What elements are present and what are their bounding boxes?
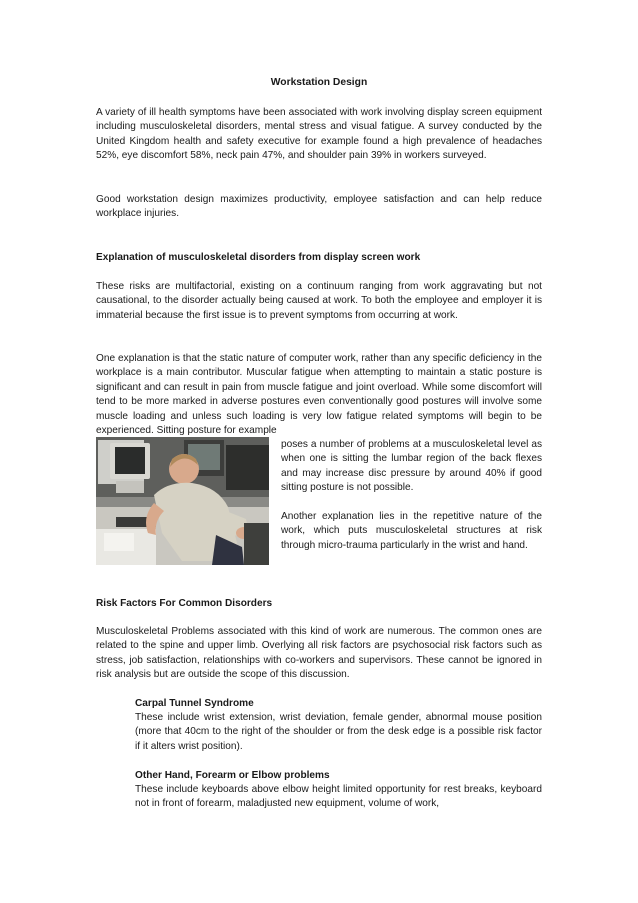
page-title: Workstation Design xyxy=(270,77,368,88)
office-worker-back-pain-photo xyxy=(96,437,269,565)
subheading-hand-forearm-elbow: Other Hand, Forearm or Elbow problems xyxy=(135,770,330,781)
msd-paragraph-2-continued: poses a number of problems at a musculoskeletal level as when one is sitting the lumbar region of the back flexes and may increase disc pressure by around 40% if good sitting posture is not possible. xyxy=(281,439,542,494)
risk-factors-paragraph: Musculoskeletal Problems associated with this kind of work are numerous. The common ones are related to the spine and upper limb. Overlying all risk factors are psychosocial risk factors such as stress, job satisfaction, relationships with co-workers and supervisors. These cannot be ignored in risk analysis but are outside the scope of this discussion. xyxy=(96,626,542,681)
section-heading-risk-factors: Risk Factors For Common Disorders xyxy=(96,598,273,609)
msd-paragraph-1: These risks are multifactorial, existing on a continuum ranging from work aggravating but not causational, to the disorder actually being caused at work. To both the employee and employer it is immaterial because the first issue is to prevent symptoms from occurring at work. xyxy=(96,281,542,321)
msd-paragraph-2: One explanation is that the static nature of computer work, rather than any specific deficiency in the workplace is a main contributor. Muscular fatigue when attempting to maintain a static posture is significant and can result in pain from muscle fatigue and joint overload. While some discomfort will tend to be more marked in adverse postures even conventionally good postures will involve some muscle loading and unless such loading is very low fatigue related symptoms will begin to be experienced. Sitting posture for example xyxy=(96,353,542,437)
carpal-tunnel-text: These include wrist extension, wrist deviation, female gender, abnormal mouse position (more that 40cm to the right of the shoulder or from the desk edge is a possible risk factor if it alters wrist position). xyxy=(135,712,542,752)
section-heading-msd: Explanation of musculoskeletal disorders from display screen work xyxy=(96,252,421,263)
msd-paragraph-3: Another explanation lies in the repetitive nature of the work, which puts musculoskeletal structures at risk through micro-trauma particularly in the wrist and hand. xyxy=(281,511,542,551)
intro-paragraph-2: Good workstation design maximizes productivity, employee satisfaction and can help reduce workplace injuries. xyxy=(96,194,542,220)
subheading-carpal-tunnel: Carpal Tunnel Syndrome xyxy=(135,698,254,709)
hand-forearm-elbow-text: These include keyboards above elbow height limited opportunity for rest breaks, keyboard not in front of forearm, maladjusted new equipment, volume of work, xyxy=(135,784,542,810)
intro-paragraph-1: A variety of ill health symptoms have been associated with work involving display screen equipment including musculoskeletal disorders, mental stress and visual fatigue. A survey conducted by the United Kingdom health and safety executive for example found a high prevalence of headaches 52%, eye discomfort 58%, neck pain 47%, and shoulder pain 39% in workers surveyed. xyxy=(96,107,542,162)
